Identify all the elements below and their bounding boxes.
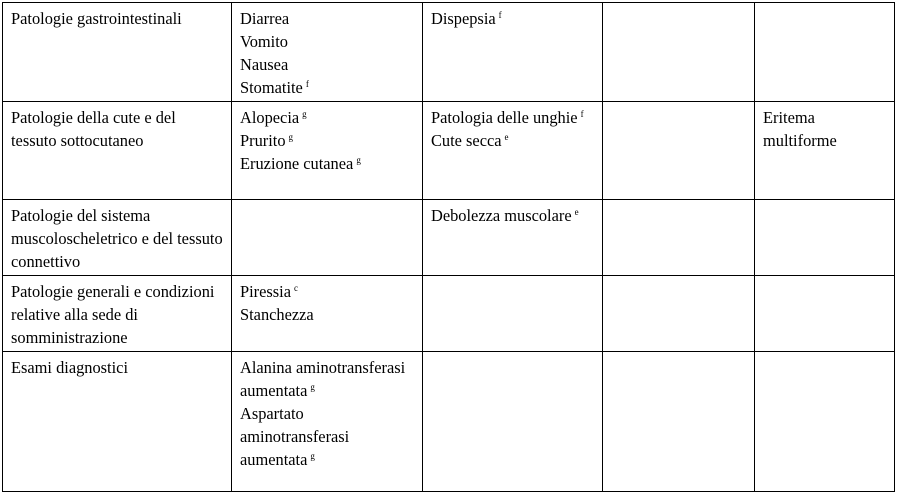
frequency-cell [755,200,895,276]
adverse-event-term: Piressia $^c$ [240,282,298,301]
frequency-cell [603,102,755,200]
soc-cell [3,102,232,200]
adverse-event-term: Aspartato aminotransferasi aumentata $^g$ [240,404,350,469]
adverse-event-term: Cute secca $^e$ [431,131,509,150]
soc-cell [3,352,232,492]
adverse-event-term: Alanina aminotransferasi aumentata $^g$ [240,358,406,400]
table-row [3,3,895,102]
adverse-event-term: Prurito $^g$ [240,131,294,150]
frequency-cell [232,3,423,102]
adverse-event-term: Stanchezza [240,305,314,324]
soc-label: Patologie della cute e del tessuto sottocutaneo [11,108,176,150]
footnote-ref: f [580,109,584,119]
footnote-ref: g [302,109,307,119]
adverse-event-term: Alopecia $^g$ [240,108,307,127]
frequency-cell [232,102,423,200]
table-row [3,102,895,200]
frequency-cell [232,352,423,492]
soc-label: Patologie gastrointestinali [11,9,182,28]
frequency-cell [423,276,603,352]
footnote-ref: g [310,451,315,461]
soc-label: Patologie del sistema muscoloscheletrico e del tessuto connettivo [11,206,223,271]
adverse-event-term: Nausea [240,55,289,74]
frequency-cell [755,276,895,352]
adverse-event-term: Debolezza muscolare $^e$ [431,206,579,225]
footnote-ref: g [288,132,294,142]
footnote-ref: e [574,207,579,217]
adverse-event-term: Stomatite $^f$ [240,78,309,97]
frequency-cell [755,3,895,102]
soc-label: Esami diagnostici [11,358,128,377]
frequency-cell [603,3,755,102]
soc-cell [3,276,232,352]
adverse-event-term: Eritema multiforme [763,108,837,150]
frequency-cell [232,276,423,352]
soc-cell [3,200,232,276]
frequency-cell [603,276,755,352]
frequency-cell [423,200,603,276]
table-row [3,200,895,276]
frequency-cell [423,102,603,200]
adverse-reactions-table [2,2,895,492]
frequency-cell [423,352,603,492]
adverse-event-term: Eruzione cutanea $^g$ [240,154,361,173]
frequency-cell [232,200,423,276]
footnote-ref: f [498,10,502,20]
adverse-event-term: Vomito [240,32,288,51]
soc-label: Patologie generali e condizioni relative alla sede di somministrazione [11,282,215,347]
frequency-cell [423,3,603,102]
frequency-cell [603,352,755,492]
footnote-ref: c [294,283,298,293]
footnote-ref: g [356,155,361,165]
adverse-event-term: Dispepsia $^f$ [431,9,502,28]
frequency-cell [755,352,895,492]
frequency-cell [755,102,895,200]
table-row [3,352,895,492]
soc-cell [3,3,232,102]
footnote-ref: f [305,79,309,89]
frequency-cell [603,200,755,276]
footnote-ref: e [504,132,509,142]
table-row [3,276,895,352]
footnote-ref: g [310,382,315,392]
adverse-event-term: Diarrea [240,9,290,28]
adverse-event-term: Patologia delle unghie $^f$ [431,108,584,127]
